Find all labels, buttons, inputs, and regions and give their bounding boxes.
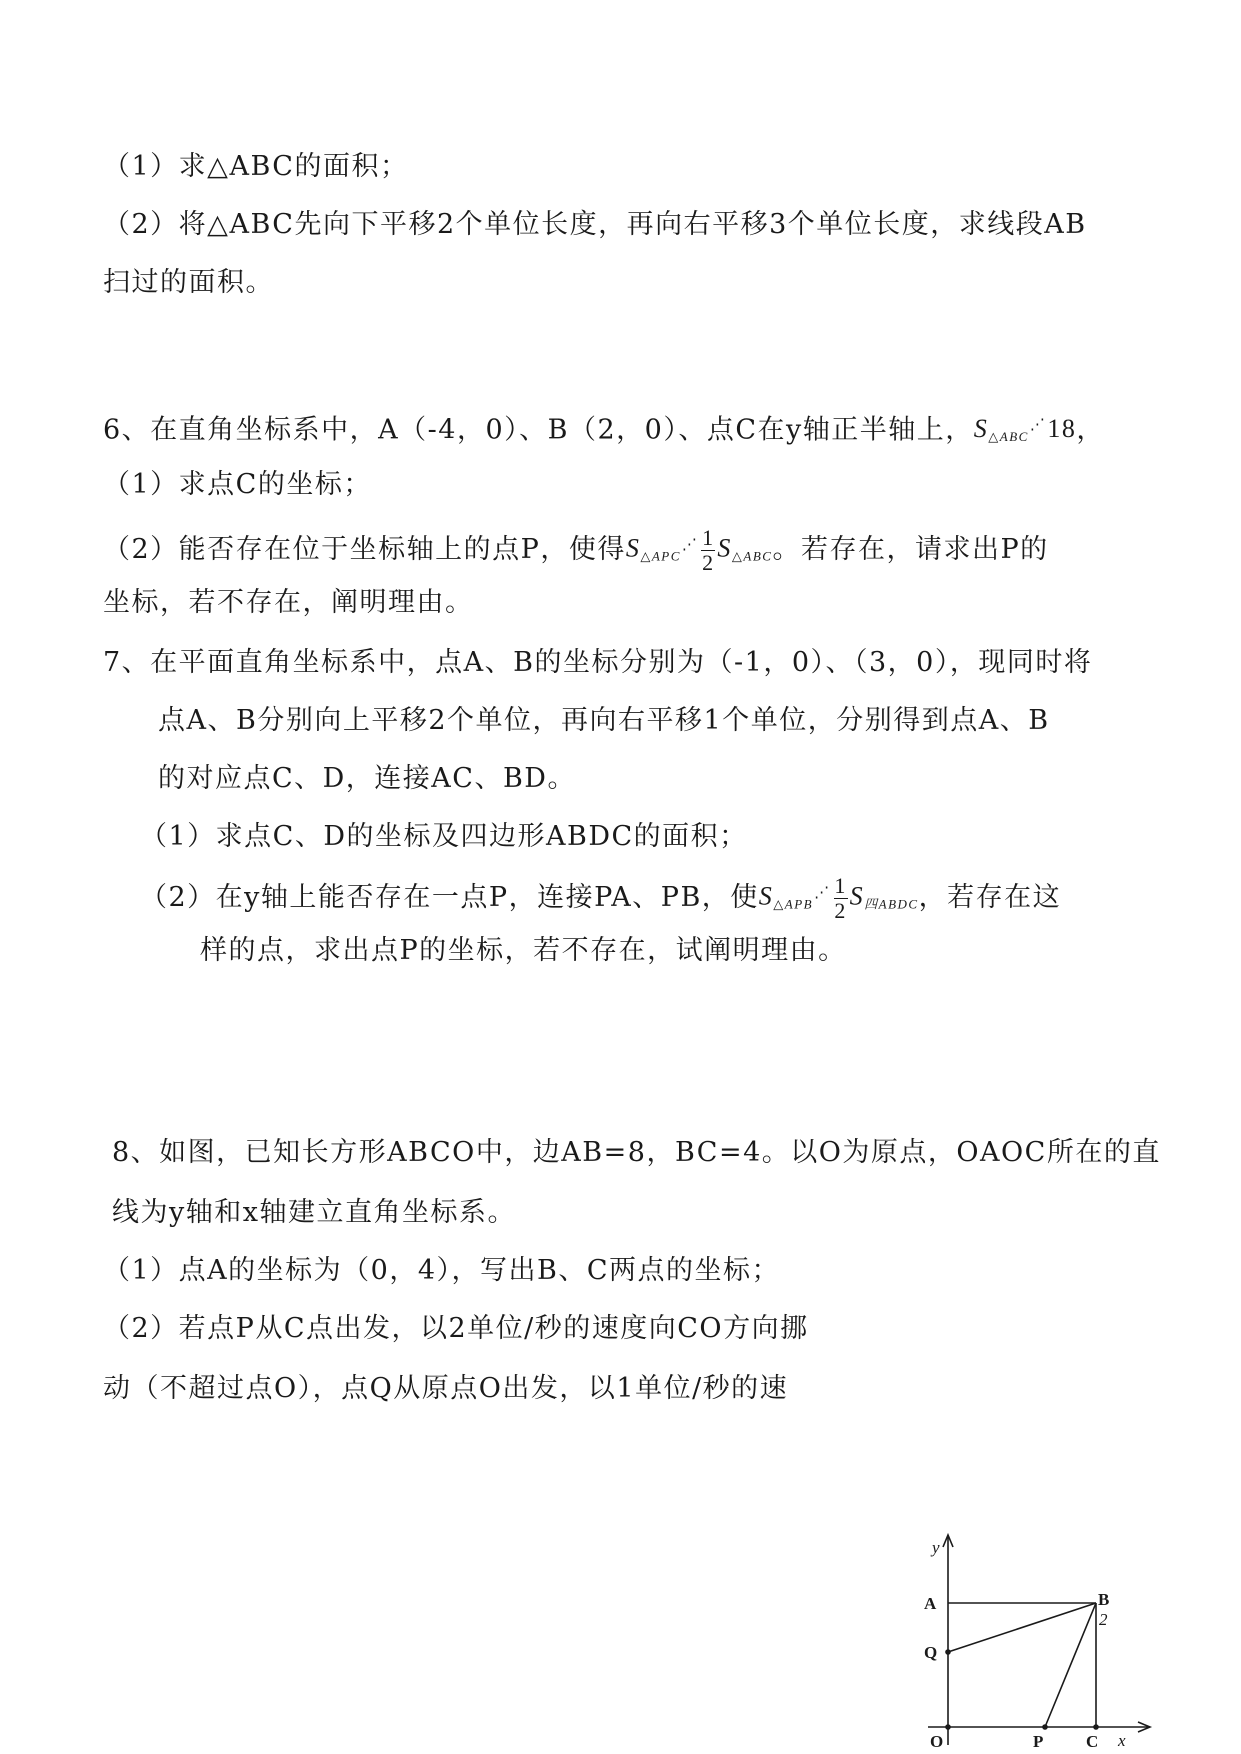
label-C: C [1086,1732,1099,1751]
p6-relation-mark: ⋰ [1029,417,1047,433]
label-O: O [930,1732,944,1751]
p6-stem-text: 6、在直角坐标系中，A（-4，0）、B（2，0）、点C在y轴正半轴上， [103,414,974,446]
point-Q [945,1649,951,1655]
p6-q2-frac-den: 2 [702,550,715,575]
p6-q2-fraction [701,526,715,575]
p8-line2: 线为y轴和x轴建立直角坐标系。 [112,1197,516,1228]
p7-q2-frac-den: 2 [834,898,847,923]
p7-q2-line1 [140,874,1061,923]
p7-line1: 7、在平面直角坐标系中，点A、B的坐标分别为（-1，0）、（3，0），现同时将 [103,647,1093,678]
p8-line1: 8、如图，已知长方形ABCO中，边AB=8，BC=4。以O为原点，OAOC所在的直 [112,1137,1161,1168]
p5-q2-line2: 扫过的面积。 [103,267,274,298]
coordinate-figure [920,1515,1160,1754]
p6-area-symbol: S [973,414,989,443]
label-mark: 2 [1099,1610,1108,1629]
p5-q1: （1）求△ABC的面积； [103,151,409,182]
p7-q2-equation [759,874,919,923]
p6-stem-end: ， [1076,414,1105,446]
p7-q2-lhs-subscript: △APB [773,896,814,912]
p6-q2-lhs-subscript: △APC [640,548,681,564]
p6-q2-rhs-symbol: S [717,533,732,563]
p6-q2-lhs-symbol: S [625,533,641,563]
p6-q2-before: （2）能否存在位于坐标轴上的点P，使得 [103,534,626,565]
label-A: A [924,1594,937,1613]
point-P [1042,1724,1048,1730]
point-O [945,1724,951,1730]
p6-q2-frac-num: 1 [702,525,715,550]
label-x: x [1118,1731,1126,1750]
p6-q2-rhs-subscript: △ABC [731,548,773,564]
p7-q2-before: （2）在y轴上能否存在一点P，连接PA、PB，使 [140,882,759,913]
label-P: P [1033,1732,1044,1751]
p7-q2-lhs-symbol: S [758,881,774,911]
p6-area-value: 18 [1047,414,1077,443]
p6-area-condition [974,408,1077,454]
p7-q2-after: ，若存在这 [918,882,1062,913]
p7-line2: 点A、B分别向上平移2个单位，再向右平移1个单位，分别得到点A、B [158,705,1050,736]
p7-q2-line2: 样的点，求出点P的坐标，若不存在，试阐明理由。 [200,935,847,966]
segment-QB [948,1603,1096,1652]
p5-q2-line1: （2）将△ABC先向下平移2个单位长度，再向右平移3个单位长度，求线段AB [103,209,1087,240]
label-B: B [1098,1590,1110,1609]
p8-q2-line1: （2）若点P从C点出发，以2单位/秒的速度向CO方向挪 [103,1313,809,1344]
p6-q2-equation [626,526,773,575]
p6-q2-after: 。若存在，请求出P的 [772,534,1049,565]
segment-PB [1045,1603,1096,1727]
label-y: y [932,1538,940,1557]
p7-q2-fraction [834,874,848,923]
p8-q2-line2: 动（不超过点O），点Q从原点O出发，以1单位/秒的速 [103,1373,789,1404]
p6-area-subscript: △ABC [988,429,1029,444]
p6-q2-line2: 坐标，若不存在，阐明理由。 [103,587,474,618]
p6-q2-line1 [103,526,1049,575]
label-Q: Q [924,1643,938,1662]
p6-stem [103,408,1105,454]
p6-q2-relation-mark: ⋰ [681,536,699,553]
p7-q2-rhs-symbol: S [849,881,865,911]
p7-line3: 的对应点C、D，连接AC、BD。 [158,763,576,794]
p7-q2-rhs-subscript: 四ABDC [864,896,919,912]
p6-q1: （1）求点C的坐标； [103,469,372,500]
p8-q1: （1）点A的坐标为（0，4），写出B、C两点的坐标； [103,1255,781,1286]
point-C [1093,1724,1099,1730]
p7-q1: （1）求点C、D的坐标及四边形ABDC的面积； [140,821,748,852]
p7-q2-relation-mark: ⋰ [814,884,831,901]
p7-q2-frac-num: 1 [834,873,847,898]
